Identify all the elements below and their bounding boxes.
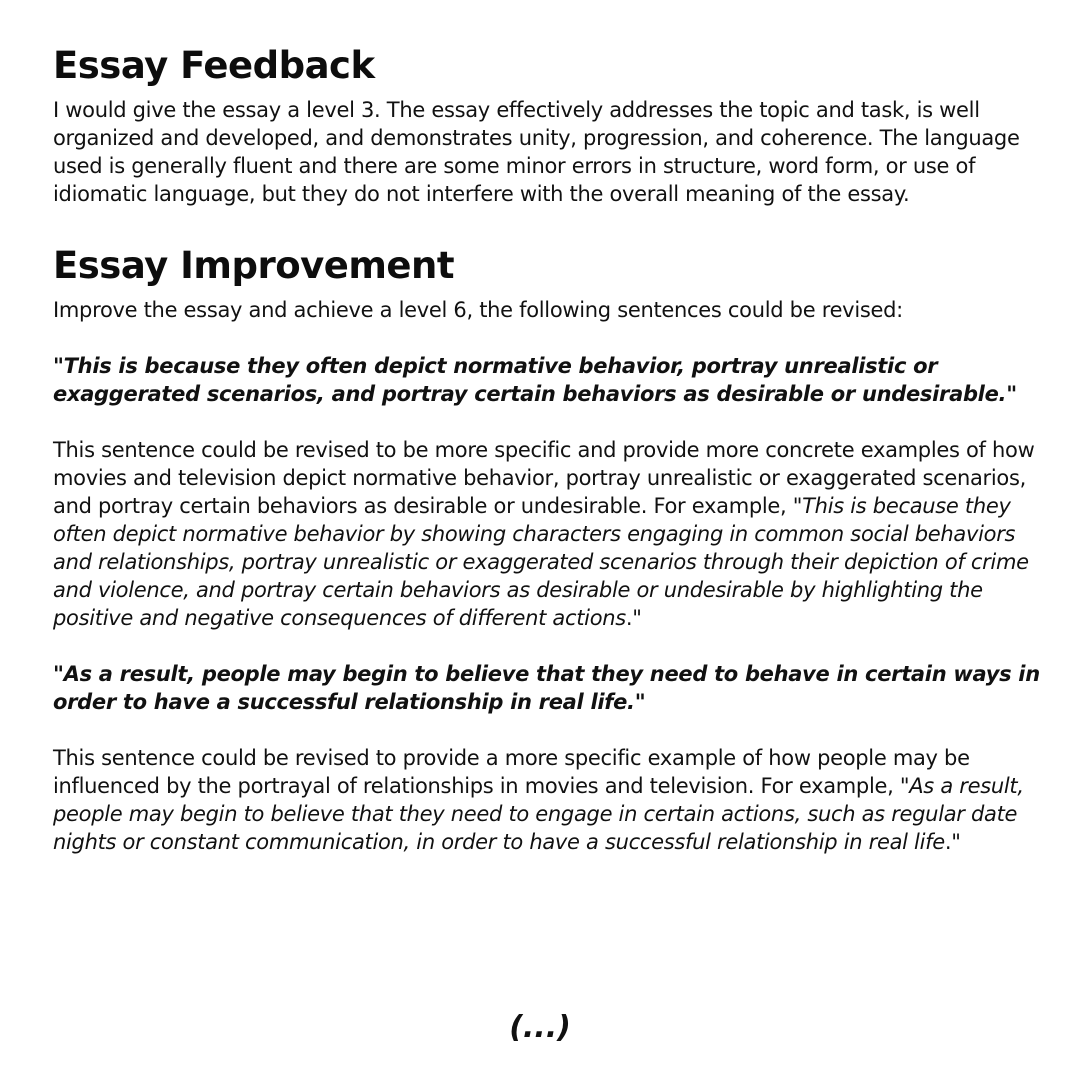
feedback-paragraph: I would give the essay a level 3. The essay effectively addresses the topic and task, is well organized and developed, and demonstrates unity, progression, and coherence. The language used is generally fluent and there are some minor errors in structure, word form, or use of idiomatic language, but they do not interfere with the overall meaning of the essay. [53, 98, 1020, 206]
explanation-text-1: This sentence could be revised to be more specific and provide more concrete examples of how movies and television depict normative behavior, portray unrealistic or exaggerated scenarios, and portray certain behaviors as desirable or undesirable. For example, " [53, 438, 1035, 518]
explanation-text-2: This sentence could be revised to provide a more specific example of how people may be influenced by the portrayal of relationships in movies and television. For example, [53, 746, 970, 798]
improvement-intro: Improve the essay and achieve a level 6, the following sentences could be revised: [53, 298, 903, 322]
example-text-2: "As a result, people may begin to believe that they need to engage in certain actions, such as regular date nights or constant communication, in order to have a successful relationship in real life [53, 774, 1024, 854]
revision-explanation-2 [53, 744, 1043, 856]
improvement-heading: Essay Improvement [53, 244, 455, 287]
revision-explanation-1 [53, 436, 1043, 632]
revision-quote-1: "This is because they often depict normative behavior, portray unrealistic or exaggerated scenarios, and portray certain behaviors as desirable or undesirable." [53, 354, 1017, 406]
example-closing-1: ." [625, 606, 642, 630]
feedback-heading: Essay Feedback [53, 44, 375, 87]
example-text-1: This is because they often depict normative behavior by showing characters engaging in common social behaviors and relationships, portray unrealistic or exaggerated scenarios through their depiction of crime and violence, and portray certain behaviors as desirable or undesirable by highlighting the positive and negative consequences of different actions [53, 494, 1029, 630]
revision-quote-2: "As a result, people may begin to believe that they need to behave in certain ways in order to have a successful relationship in real life." [53, 662, 1040, 714]
continuation-ellipsis: (...) [509, 1010, 571, 1045]
example-closing-2: ." [944, 830, 961, 854]
essay-document [53, 40, 1043, 856]
